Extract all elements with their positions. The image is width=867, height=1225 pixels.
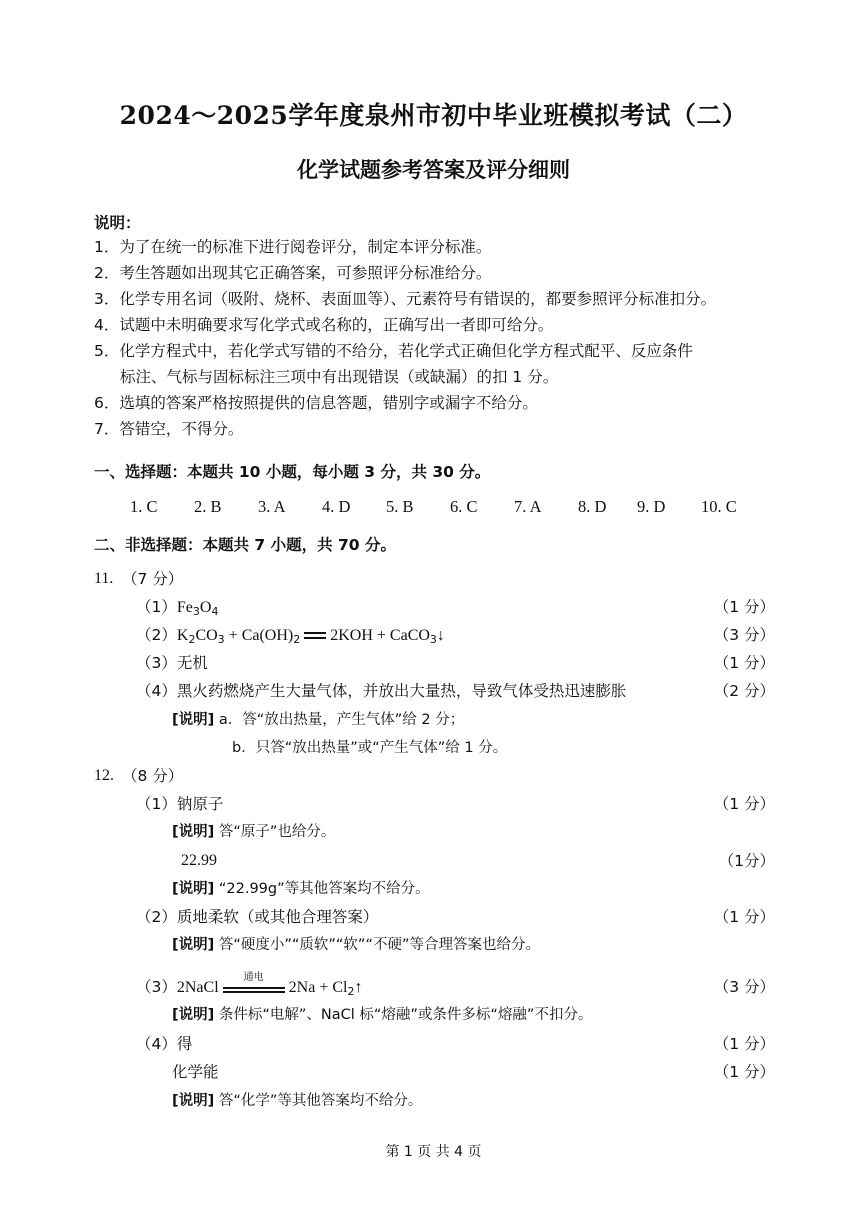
page-number: 第 1 页 共 4 页 <box>385 1144 482 1160</box>
choice-answer: 4. D <box>322 497 351 516</box>
equals-sign-icon <box>304 631 326 640</box>
note-item: 3．化学专用名词（吸附、烧杯、表面皿等）、元素符号有错误的，都要参照评分标准扣分。 <box>94 290 717 308</box>
choice-answer: 2. B <box>194 497 222 516</box>
q11-part4-score: （2 分） <box>713 682 775 700</box>
note-item: 7．答错空，不得分。 <box>94 420 244 438</box>
section2-heading: 二、非选择题：本题共 7 小题，共 70 分。 <box>94 536 396 554</box>
q11-part1: $(1)Fe_3O_4$ <box>136 598 219 618</box>
q12-part3-equation: （3）2NaCl 通电 $2Na + Cl_2↑$ <box>136 971 363 998</box>
note-item: 5．化学方程式中，若化学式写错的不给分，若化学式正确但化学方程式配平、反应条件 <box>94 342 693 360</box>
q12-part3-score: （3 分） <box>713 978 775 996</box>
q12-part4-note: [说明] 答“化学”等其他答案均不给分。 <box>172 1093 423 1109</box>
note-item-continued: 标注、气标与固标标注三项中有出现错误（或缺漏）的扣 1 分。 <box>120 368 559 386</box>
q11-note-b: b．只答“放出热量”或“产生气体”给 1 分。 <box>232 740 508 756</box>
page-subtitle: 化学试题参考答案及评分细则 <box>297 158 570 182</box>
note-item: 2．考生答题如出现其它正确答案，可参照评分标准给分。 <box>94 264 492 282</box>
q12-part1-note: [说明] 答“原子”也给分。 <box>172 824 336 840</box>
q12-part1-value: 22.99 <box>181 852 217 869</box>
choice-answer: 9. D <box>637 497 666 516</box>
q12-part1-value-score: （1分） <box>718 852 775 870</box>
choice-answer: 5. B <box>386 497 414 516</box>
q12-part1-value-note: [说明] “22.99g”等其他答案均不给分。 <box>172 881 430 897</box>
choice-answer: 10. C <box>701 497 737 516</box>
q12-part4-answer-score: （1 分） <box>713 1063 775 1081</box>
q11-part2-equation: $(2)K_2CO_3 + Ca(OH)_2$ 2KOH + CaCO$_3$↓ <box>136 626 445 646</box>
choice-answer: 7. A <box>514 497 542 516</box>
notes-heading: 说明： <box>94 214 141 232</box>
q11-number: 11. <box>94 570 114 587</box>
q11-part1-score: （1 分） <box>713 598 775 616</box>
q12-part3-note: [说明] 条件标“电解”、NaCl 标“熔融”或条件多标“熔融”不扣分。 <box>172 1007 593 1023</box>
q11-points: （7 分） <box>122 570 184 588</box>
choice-answer: 1. C <box>130 497 158 516</box>
q12-part4-answer: 化学能 <box>172 1063 219 1081</box>
q11-note-a: [说明] a．答“放出热量，产生气体”给 2 分； <box>172 712 465 728</box>
q11-part4: （4）黑火药燃烧产生大量气体，并放出大量热，导致气体受热迅速膨胀 <box>136 682 627 700</box>
page-title: 2024～2025学年度泉州市初中毕业班模拟考试（二） <box>119 101 748 130</box>
q12-number: 12. <box>94 767 114 784</box>
q12-part1-score: （1 分） <box>713 795 775 813</box>
q11-part3: （3）无机 <box>136 654 208 672</box>
q12-part2-score: （1 分） <box>713 908 775 926</box>
q12-part4: （4）得 <box>136 1035 193 1053</box>
q12-points: （8 分） <box>122 767 184 785</box>
q12-part1: （1）钠原子 <box>136 795 224 813</box>
q11-part2-score: （3 分） <box>713 626 775 644</box>
section1-heading: 一、选择题：本题共 10 小题，每小题 3 分，共 30 分。 <box>94 463 491 481</box>
reaction-condition: 通电 <box>223 978 285 998</box>
q12-part2: （2）质地柔软（或其他合理答案） <box>136 908 379 926</box>
note-item: 1．为了在统一的标准下进行阅卷评分，制定本评分标准。 <box>94 238 492 256</box>
choice-answer: 6. C <box>450 497 478 516</box>
q11-part3-score: （1 分） <box>713 654 775 672</box>
choice-answer: 8. D <box>578 497 607 516</box>
q12-part4-score: （1 分） <box>713 1035 775 1053</box>
choice-answer: 3. A <box>258 497 286 516</box>
note-item: 6．选填的答案严格按照提供的信息答题，错别字或漏字不给分。 <box>94 394 538 412</box>
q12-part2-note: [说明] 答“硬度小”“质软”“软”“不硬”等合理答案也给分。 <box>172 937 540 953</box>
note-item: 4．试题中未明确要求写化学式或名称的，正确写出一者即可给分。 <box>94 316 554 334</box>
